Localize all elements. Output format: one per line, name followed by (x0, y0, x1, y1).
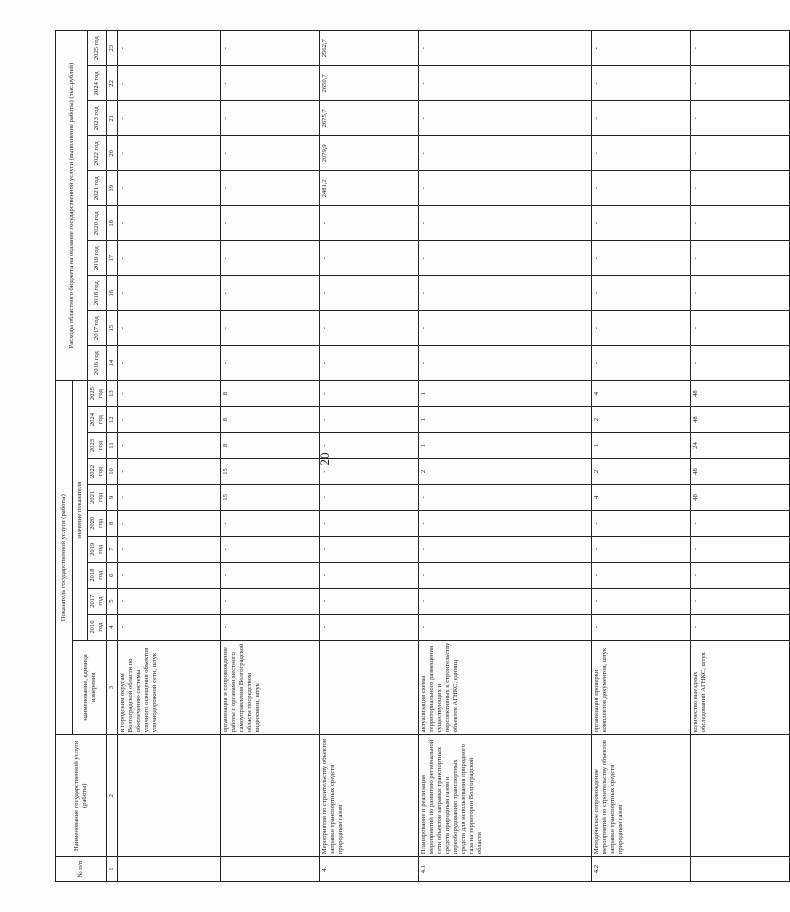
indicator-value: - (118, 407, 221, 433)
column-number: 3 (107, 640, 118, 735)
expense-value: - (118, 206, 221, 241)
expense-value: 2562,7 (320, 31, 419, 66)
expense-value: - (221, 66, 320, 101)
header-indicator-year: 2023 год (88, 433, 107, 459)
row-service-name (691, 735, 790, 857)
column-number: 18 (107, 206, 118, 241)
column-number: 5 (107, 588, 118, 614)
header-indicator-group: Показатель государственной услуги (работы) (56, 381, 73, 735)
expense-value: - (691, 101, 790, 136)
expense-value: - (118, 311, 221, 346)
expense-value: - (320, 346, 419, 381)
indicator-value: - (118, 510, 221, 536)
indicator-value: - (320, 562, 419, 588)
expense-value: - (691, 206, 790, 241)
indicator-value: 48 (691, 484, 790, 510)
expense-value: - (592, 101, 691, 136)
expense-value: - (419, 346, 592, 381)
expense-value: - (592, 206, 691, 241)
expense-value: - (221, 101, 320, 136)
indicator-value: - (691, 614, 790, 640)
indicator-value: - (691, 510, 790, 536)
indicator-value: - (221, 510, 320, 536)
expense-value: - (691, 31, 790, 66)
page-number: 20 (317, 452, 332, 466)
indicator-value: 4 (592, 484, 691, 510)
column-number: 15 (107, 311, 118, 346)
indicator-value: - (118, 484, 221, 510)
expense-value: - (419, 66, 592, 101)
expense-value: - (221, 241, 320, 276)
indicator-value: 8 (221, 407, 320, 433)
header-indicator-values: значение показателя (73, 381, 88, 640)
column-number: 23 (107, 31, 118, 66)
indicator-value: 2 (419, 458, 592, 484)
column-number: 19 (107, 171, 118, 206)
expense-value: - (419, 136, 592, 171)
indicator-value: 1 (419, 433, 592, 459)
expense-value: - (118, 136, 221, 171)
indicator-value: - (419, 536, 592, 562)
header-indicator-year: 2025 год (88, 381, 107, 407)
table-row (118, 31, 221, 882)
row-unit: и городским округам Волгоградской области по обеспечению системы уличного освещения объектов уличнодорожной сети, штук (118, 640, 221, 735)
indicator-value: - (691, 562, 790, 588)
column-number: 4 (107, 614, 118, 640)
expense-value: - (118, 66, 221, 101)
column-number: 1 (107, 857, 118, 882)
row-service-name (221, 735, 320, 857)
indicator-value: - (419, 588, 592, 614)
indicator-value: - (221, 562, 320, 588)
indicator-value: - (691, 536, 790, 562)
header-expense-year: 2022 год (88, 136, 107, 171)
indicator-value: - (320, 510, 419, 536)
column-number: 10 (107, 458, 118, 484)
row-number: 4.2 (592, 857, 691, 882)
indicator-value: - (320, 614, 419, 640)
indicator-value: - (592, 510, 691, 536)
expense-value: - (221, 276, 320, 311)
expense-value: - (118, 276, 221, 311)
row-service-name: Мероприятия по строительству объектов заправки транспортных средств природным газом (320, 735, 419, 857)
header-expense-year: 2025 год (88, 31, 107, 66)
expense-value: - (320, 206, 419, 241)
column-number: 6 (107, 562, 118, 588)
indicator-value: 24 (691, 433, 790, 459)
column-number: 22 (107, 66, 118, 101)
expense-value: - (419, 171, 592, 206)
expense-value: - (221, 346, 320, 381)
indicator-value: 48 (691, 381, 790, 407)
indicator-value: - (419, 510, 592, 536)
expense-value: - (221, 311, 320, 346)
indicator-value: - (320, 536, 419, 562)
indicator-value: 1 (419, 407, 592, 433)
header-expense-year: 2023 год (88, 101, 107, 136)
indicator-value: - (221, 614, 320, 640)
header-indicator-year: 2016 год (88, 614, 107, 640)
expense-value: - (691, 241, 790, 276)
column-number: 16 (107, 276, 118, 311)
expense-value: - (320, 241, 419, 276)
column-number: 20 (107, 136, 118, 171)
expense-value: - (419, 101, 592, 136)
expense-value: - (221, 31, 320, 66)
expense-value: - (118, 171, 221, 206)
row-unit: количество выездных обследований АГНКС, штук (691, 640, 790, 735)
column-number: 12 (107, 407, 118, 433)
row-number (221, 857, 320, 882)
expense-value: 2481,2 (320, 171, 419, 206)
column-number: 14 (107, 346, 118, 381)
column-number: 2 (107, 735, 118, 857)
indicator-value: - (118, 562, 221, 588)
indicator-value: - (320, 458, 419, 484)
header-indicator-year: 2020 год (88, 510, 107, 536)
expense-value: - (419, 241, 592, 276)
indicator-value: - (592, 614, 691, 640)
header-expense-year: 2021 год (88, 171, 107, 206)
indicator-value: - (419, 614, 592, 640)
expense-value: - (592, 31, 691, 66)
expense-value: - (691, 136, 790, 171)
expense-value: - (221, 206, 320, 241)
row-number (118, 857, 221, 882)
indicator-value: - (320, 588, 419, 614)
column-number: 7 (107, 536, 118, 562)
column-number: 17 (107, 241, 118, 276)
indicator-value: - (221, 588, 320, 614)
header-num: № п/п (56, 857, 107, 882)
header-indicator-year: 2017 год (88, 588, 107, 614)
indicator-value: - (118, 614, 221, 640)
expense-value: - (592, 136, 691, 171)
header-indicator-year: 2024 год (88, 407, 107, 433)
table-body (118, 31, 790, 882)
column-numbers-row (107, 31, 118, 882)
expense-value: - (419, 206, 592, 241)
header-indicator-year: 2021 год (88, 484, 107, 510)
indicator-value: 8 (221, 381, 320, 407)
indicator-value: 1 (419, 381, 592, 407)
indicator-value: - (320, 407, 419, 433)
expense-value: - (221, 136, 320, 171)
header-expense-year: 2016 год (88, 346, 107, 381)
indicator-value: - (592, 588, 691, 614)
header-expense-year: 2018 год (88, 276, 107, 311)
indicator-value: - (592, 536, 691, 562)
expense-value: - (419, 31, 592, 66)
indicator-value: - (118, 381, 221, 407)
table-row (419, 31, 592, 882)
expense-value: - (691, 346, 790, 381)
indicator-value: 15 (221, 458, 320, 484)
indicator-value: 8 (221, 433, 320, 459)
header-service: Наименование государственной услуги (работы) (56, 735, 107, 857)
header-expense-year: 2020 год (88, 206, 107, 241)
header-unit: наименование, единица измерения (73, 640, 107, 735)
expense-value: 2675,7 (320, 101, 419, 136)
indicator-value: 48 (691, 407, 790, 433)
row-number: 4.1 (419, 857, 592, 882)
expense-value: - (691, 171, 790, 206)
expense-value: - (592, 346, 691, 381)
expense-value: - (592, 171, 691, 206)
column-number: 9 (107, 484, 118, 510)
indicator-value: - (592, 562, 691, 588)
header-expense-year: 2019 год (88, 241, 107, 276)
expense-value: - (691, 276, 790, 311)
indicator-value: - (118, 536, 221, 562)
expense-value: - (691, 311, 790, 346)
indicator-value: - (320, 381, 419, 407)
header-indicator-year: 2022 год (88, 458, 107, 484)
expense-value: - (419, 276, 592, 311)
expense-value: - (118, 101, 221, 136)
indicator-value: 2 (592, 407, 691, 433)
expense-value: - (592, 241, 691, 276)
row-unit: организация и сопровождение работы с органами местного самоуправления Волгоградской области посредством видеосвязи, штук (221, 640, 320, 735)
header-indicator-year: 2019 год (88, 536, 107, 562)
rotated-table-container (55, 30, 707, 882)
expense-value: - (118, 346, 221, 381)
column-number: 21 (107, 101, 118, 136)
expense-value: - (221, 171, 320, 206)
indicator-value: 48 (691, 458, 790, 484)
row-unit: актуализация схемы территориального размещения существующих и перспективных к строительству объектов АГНКС, единиц (419, 640, 592, 735)
expense-value: - (320, 311, 419, 346)
header-expense-year: 2024 год (88, 66, 107, 101)
expense-value: - (691, 66, 790, 101)
indicator-value: - (691, 588, 790, 614)
indicator-value: 2 (592, 458, 691, 484)
column-number: 8 (107, 510, 118, 536)
expense-value: - (592, 66, 691, 101)
indicator-value: - (118, 458, 221, 484)
table-row (592, 31, 691, 882)
indicator-value: - (320, 484, 419, 510)
expense-value: - (118, 31, 221, 66)
expense-value: - (320, 276, 419, 311)
row-number (691, 857, 790, 882)
column-number: 11 (107, 433, 118, 459)
indicator-value: - (118, 433, 221, 459)
indicator-value: - (320, 433, 419, 459)
row-unit (320, 640, 419, 735)
services-table (55, 30, 790, 882)
indicator-value: - (419, 484, 592, 510)
indicator-value: 1 (592, 433, 691, 459)
table-row (320, 31, 419, 882)
expense-value: 2650,7 (320, 66, 419, 101)
indicator-value: - (221, 536, 320, 562)
indicator-value: 15 (221, 484, 320, 510)
row-service-name: Планирование и реализация мероприятий по развитию региональной сети объектов заправки транспортных средств природным газом и переоборудованию транспортных средств для использования природного газа на территории Волгоградской области (419, 735, 592, 857)
row-service-name (118, 735, 221, 857)
expense-value: - (419, 311, 592, 346)
column-number: 13 (107, 381, 118, 407)
indicator-value: 4 (592, 381, 691, 407)
header-expense-year: 2017 год (88, 311, 107, 346)
table-row (691, 31, 790, 882)
expense-value: - (592, 276, 691, 311)
expense-value: - (592, 311, 691, 346)
indicator-value: - (419, 562, 592, 588)
header-expenses-group: Расходы областного бюджета на оказание государственной услуги (выполнение работы) (тыс.рублей) (56, 31, 88, 381)
row-number: 4. (320, 857, 419, 882)
row-unit: организация проверки комплектов документов, штук (592, 640, 691, 735)
expense-value: 2079,9 (320, 136, 419, 171)
expense-value: - (118, 241, 221, 276)
table-row (221, 31, 320, 882)
indicator-value: - (118, 588, 221, 614)
header-indicator-year: 2018 год (88, 562, 107, 588)
row-service-name: Методическое сопровождение мероприятий по строительству объектов заправки транспортных средств природным газом (592, 735, 691, 857)
